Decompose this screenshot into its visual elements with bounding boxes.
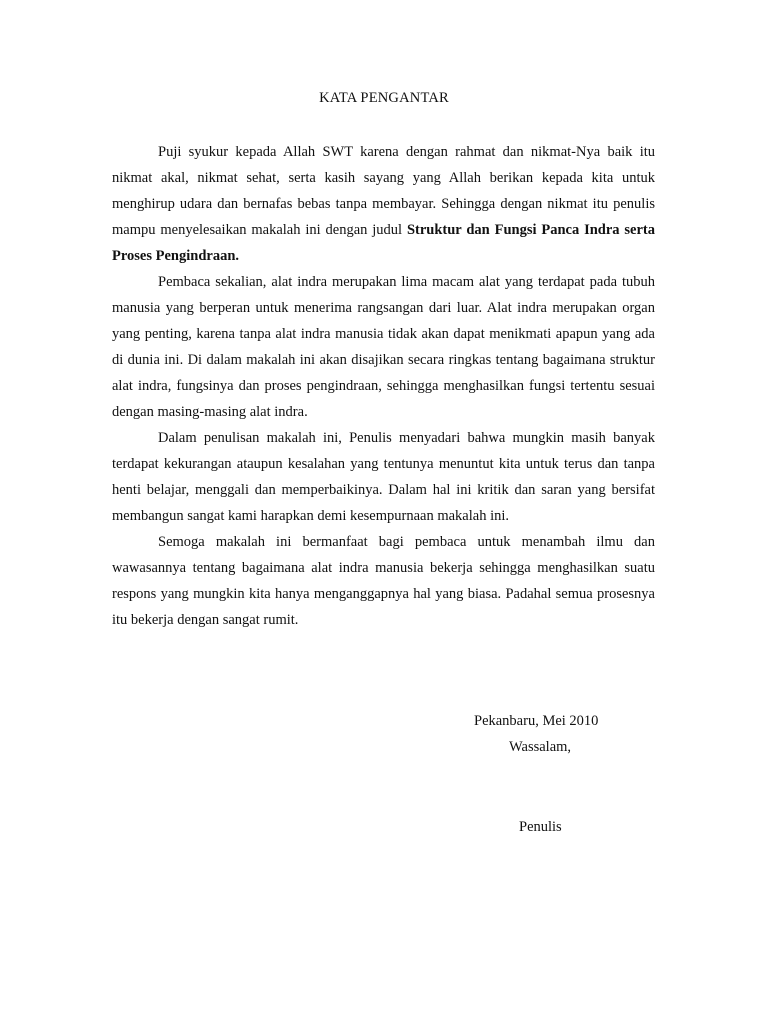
paragraph-2: Pembaca sekalian, alat indra merupakan lima macam alat yang terdapat pada tubuh manusia yang berperan untuk menerima rangsangan dari luar. Alat indra merupakan organ yang penting, karena tanpa alat indra manusia tidak akan dapat menikmati apapun yang ada di dunia ini. Di dalam makalah ini akan disajikan secara ringkas tentang bagaimana struktur alat indra, fungsinya dan proses pengindraan, sehingga menghasilkan fungsi tertentu sesuai dengan masing-masing alat indra. [112, 274, 655, 420]
author-signature: Penulis [519, 819, 562, 835]
paragraph-1 [112, 139, 655, 269]
paragraph-1-text: Puji syukur kepada Allah SWT karena dengan rahmat dan nikmat-Nya baik itu nikmat akal, nikmat sehat, serta kasih sayang yang Allah berikan kepada kita untuk menghirup udara dan bernafas bebas tanpa membayar. Sehingga dengan nikmat itu penulis mampu menyelesaikan makalah ini dengan judul [112, 144, 655, 238]
place-date: Pekanbaru, Mei 2010 [474, 713, 599, 729]
closing-greeting: Wassalam, [509, 739, 572, 755]
page-title: KATA PENGANTAR [319, 90, 449, 106]
paragraph-3: Dalam penulisan makalah ini, Penulis menyadari bahwa mungkin masih banyak terdapat kekurangan ataupun kesalahan yang tentunya menuntut kita untuk terus dan tanpa henti belajar, menggali dan memperbaikinya. Dalam hal ini kritik dan saran yang bersifat membangun sangat kami harapkan demi kesempurnaan makalah ini. [112, 430, 655, 524]
paper-title-bold: Struktur dan Fungsi Panca Indra serta Proses Pengindraan. [112, 222, 655, 264]
paragraph-4: Semoga makalah ini bermanfaat bagi pembaca untuk menambah ilmu dan wawasannya tentang bagaimana alat indra manusia bekerja sehingga menghasilkan suatu respons yang mungkin kita hanya menganggapnya hal yang biasa. Padahal semua prosesnya itu bekerja dengan sangat rumit. [112, 534, 655, 628]
document-body [112, 139, 655, 633]
